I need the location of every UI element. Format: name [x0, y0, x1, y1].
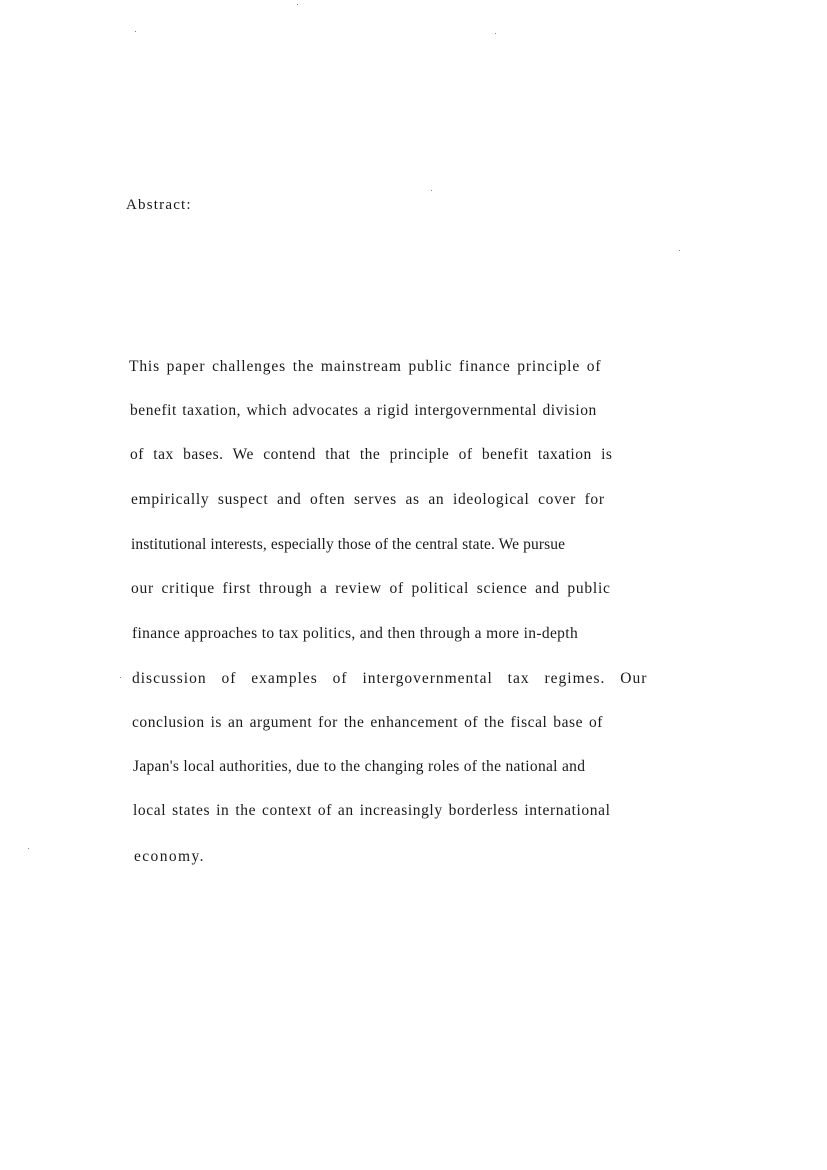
- abstract-line: of tax bases. We contend that the principle of benefit taxation is: [130, 446, 613, 463]
- abstract-line: institutional interests, especially those of the central state. We pursue: [131, 536, 566, 553]
- abstract-line: Japan's local authorities, due to the changing roles of the national and: [133, 758, 586, 775]
- abstract-line: empirically suspect and often serves as an ideological cover for: [131, 491, 605, 508]
- abstract-heading: Abstract:: [126, 197, 192, 213]
- abstract-line: discussion of examples of intergovernmental tax regimes. Our: [132, 670, 648, 687]
- abstract-line: our critique first through a review of political science and public: [131, 580, 611, 597]
- abstract-line: economy.: [134, 848, 205, 865]
- abstract-line: benefit taxation, which advocates a rigid intergovernmental division: [130, 402, 597, 419]
- abstract-line: local states in the context of an increasingly borderless international: [133, 802, 611, 819]
- abstract-line: finance approaches to tax politics, and then through a more in-depth: [132, 625, 579, 642]
- abstract-line: This paper challenges the mainstream public finance principle of: [129, 358, 602, 375]
- abstract-line: conclusion is an argument for the enhancement of the fiscal base of: [132, 714, 603, 731]
